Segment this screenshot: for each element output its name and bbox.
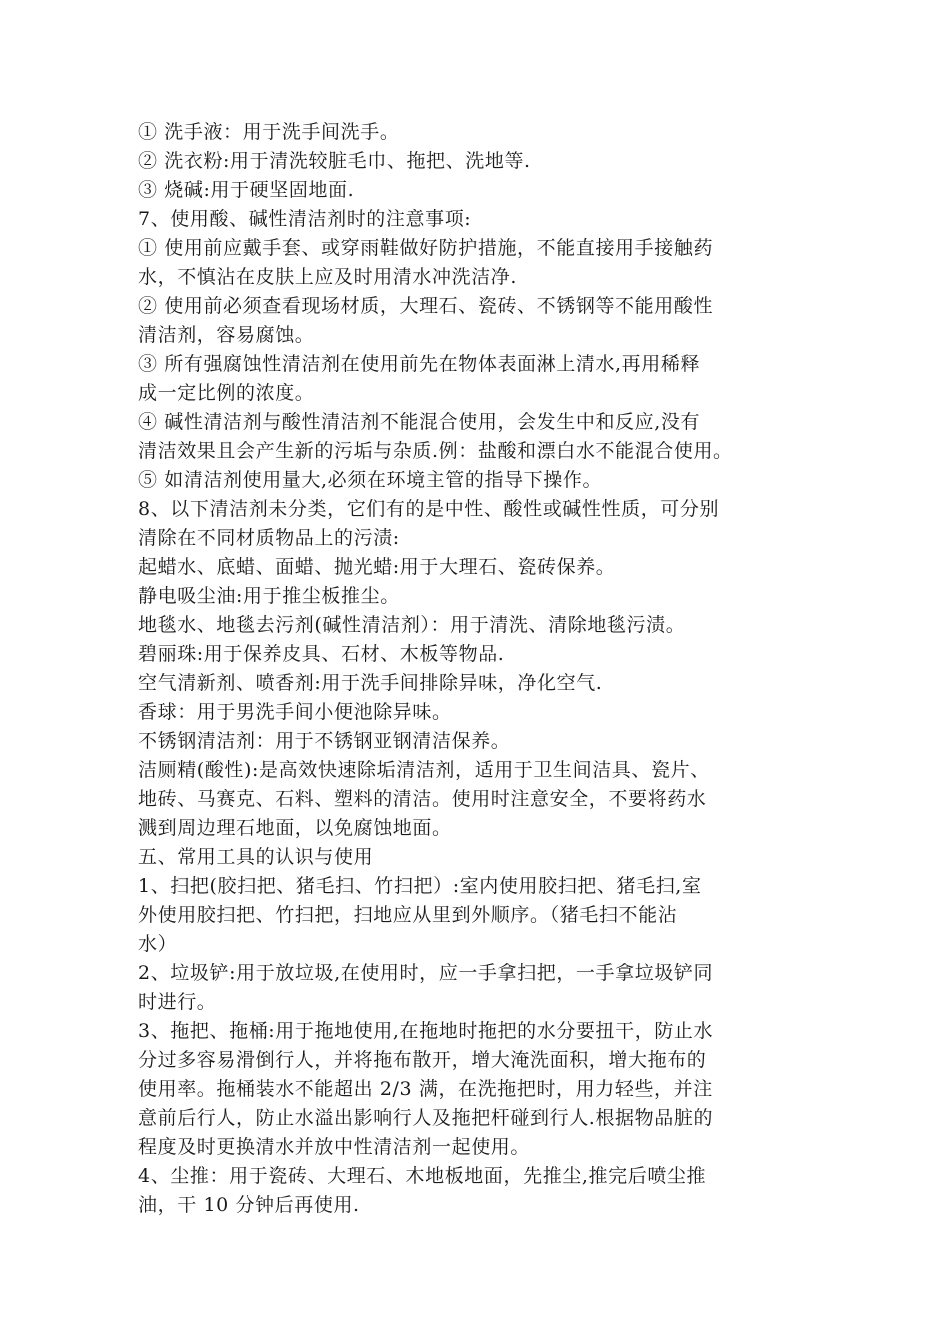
text-line: 清洁剂，容易腐蚀。 [138,324,315,346]
text-line: 地砖、马赛克、石料、塑料的清洁。使用时注意安全，不要将药水 [138,788,707,810]
text-line: 溅到周边理石地面，以免腐蚀地面。 [138,817,452,839]
text-line: 香球：用于男洗手间小便池除异味。 [138,701,452,723]
text-line: ① 使用前应戴手套、或穿雨鞋做好防护措施，不能直接用手接触药 [138,237,714,259]
text-line: 空气清新剂、喷香剂:用于洗手间排除异味，净化空气. [138,672,603,694]
text-line: 洁厕精(酸性):是高效快速除垢清洁剂，适用于卫生间洁具、瓷片、 [138,759,710,781]
text-line: 清洁效果且会产生新的污垢与杂质.例：盐酸和漂白水不能混合使用。 [138,440,733,462]
text-line: 3、拖把、拖桶:用于拖地使用,在拖地时拖把的水分要扭干，防止水 [138,1020,714,1042]
section-heading: 7、使用酸、碱性清洁剂时的注意事项: [138,208,472,230]
text-line: ① 洗手液：用于洗手间洗手。 [138,121,400,143]
text-line: 使用率。拖桶装水不能超出 2/3 满，在洗拖把时，用力轻些，并注 [138,1078,713,1100]
text-line: 起蜡水、底蜡、面蜡、抛光蜡:用于大理石、瓷砖保养。 [138,556,616,578]
text-line: ⑤ 如清洁剂使用量大,必须在环境主管的指导下操作。 [138,469,603,491]
text-line: 分过多容易滑倒行人，并将拖布散开，增大淹洗面积，增大拖布的 [138,1049,707,1071]
text-line: ② 使用前必须查看现场材质，大理石、瓷砖、不锈钢等不能用酸性 [138,295,714,317]
text-line: ④ 碱性清洁剂与酸性清洁剂不能混合使用，会发生中和反应,没有 [138,411,701,433]
text-line: ③ 所有强腐蚀性清洁剂在使用前先在物体表面淋上清水,再用稀释 [138,353,701,375]
text-line: 油，干 10 分钟后再使用. [138,1194,360,1216]
text-line: 外使用胶扫把、竹扫把，扫地应从里到外顺序。（猪毛扫不能沾 [138,904,678,926]
text-line: 清除在不同材质物品上的污渍: [138,527,400,549]
text-line: 时进行。 [138,991,217,1013]
section-heading: 五、常用工具的认识与使用 [138,846,374,868]
text-line: ③ 烧碱:用于硬坚固地面. [138,179,355,201]
text-line: 静电吸尘油:用于推尘板推尘。 [138,585,400,607]
text-line: 1、扫把(胶扫把、猪毛扫、竹扫把）:室内使用胶扫把、猪毛扫,室 [138,875,702,897]
text-line: 水） [138,933,178,955]
text-line: 2、垃圾铲:用于放垃圾,在使用时，应一手拿扫把，一手拿垃圾铲同 [138,962,714,984]
text-line: 地毯水、地毯去污剂(碱性清洁剂）：用于清洗、清除地毯污渍。 [138,614,686,636]
text-line: 碧丽珠:用于保养皮具、石材、木板等物品. [138,643,505,665]
text-line: 程度及时更换清水并放中性清洁剂一起使用。 [138,1136,531,1158]
text-line: ② 洗衣粉:用于清洗较脏毛巾、拖把、洗地等. [138,150,531,172]
text-line: 4、尘推：用于瓷砖、大理石、木地板地面，先推尘,推完后喷尘推 [138,1165,707,1187]
text-line: 意前后行人，防止水溢出影响行人及拖把杆碰到行人.根据物品脏的 [138,1107,714,1129]
text-line: 水，不慎沾在皮肤上应及时用清水冲洗洁净. [138,266,518,288]
document-body [138,118,818,1220]
text-line: 成一定比例的浓度。 [138,382,315,404]
section-heading: 8、以下清洁剂未分类，它们有的是中性、酸性或碱性性质，可分别 [138,498,720,520]
text-line: 不锈钢清洁剂：用于不锈钢亚钢清洁保养。 [138,730,511,752]
